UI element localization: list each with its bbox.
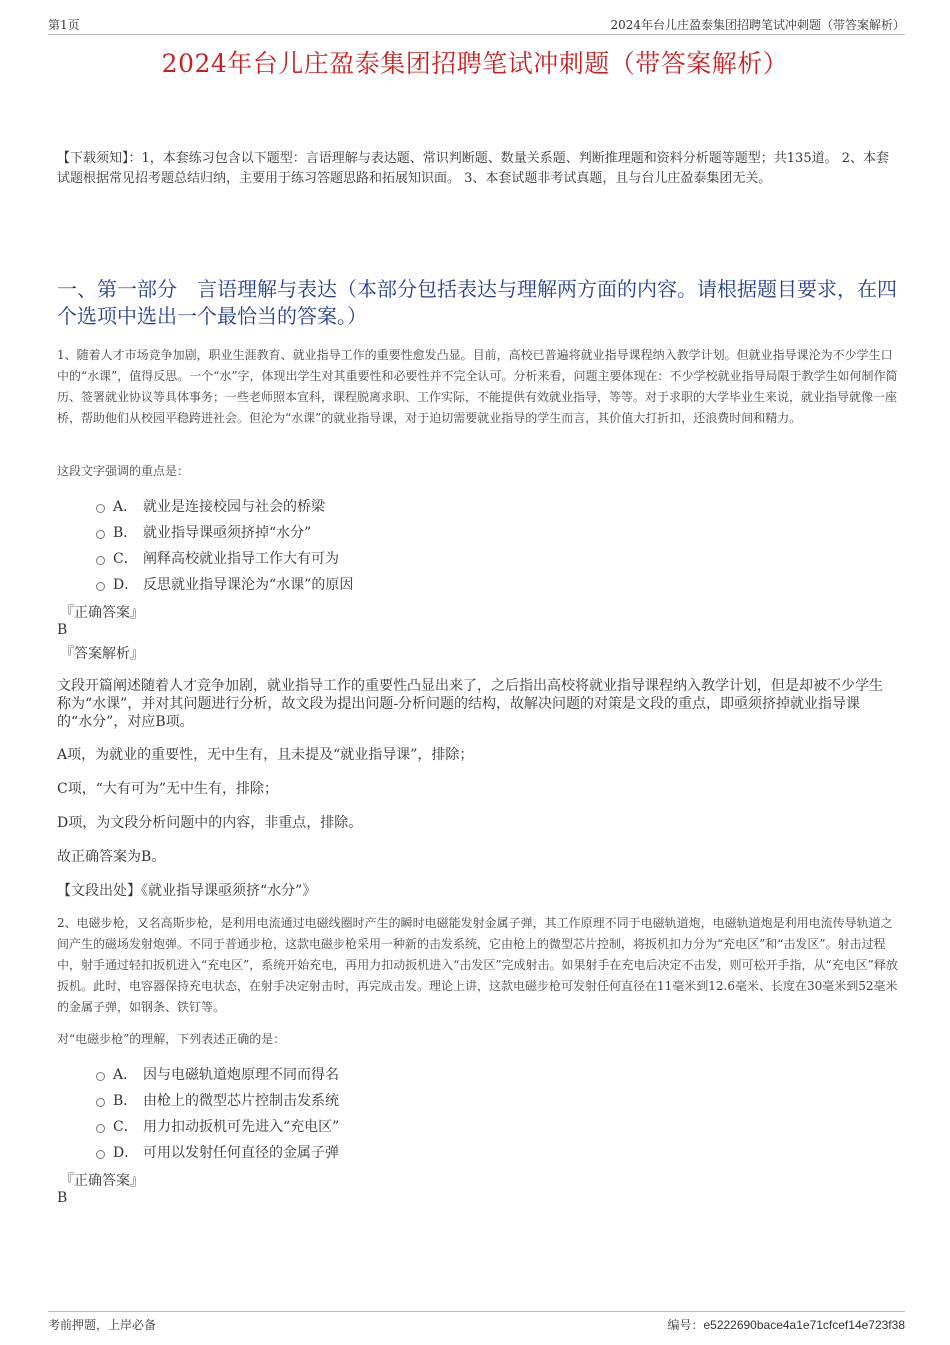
radio-icon[interactable] bbox=[96, 504, 105, 513]
page-header bbox=[48, 14, 905, 35]
radio-icon[interactable] bbox=[96, 1124, 105, 1133]
question-2-prompt: 对“电磁步枪”的理解，下列表述正确的是： bbox=[57, 1032, 286, 1046]
question-1-text: 1、随着人才市场竞争加剧，职业生涯教育、就业指导工作的重要性愈发凸显。目前，高校已普遍将就业指导课程纳入教学计划。但就业指导课沦为不少学生口中的“水课”，值得反思。一个“水”字，体现出学生对其重要性和必要性并不完全认可。分析来看，问题主要体现在：不少学校就业指导局限于教学生如何制作简历、签署就业协议等具体事务；一些老师照本宣科，课程脱离求职、工作实际，不能提供有效就业指导，等等。对于求职的大学毕业生来说，就业指导就像一座桥，帮助他们从校园平稳跨进社会。但沦为“水课”的就业指导课，对于迫切需要就业指导的学生而言，其价值大打折扣，还浪费时间和精力。 bbox=[57, 348, 898, 425]
option-a[interactable]: A． 因与电磁轨道炮原理不同而得名 bbox=[96, 1061, 339, 1087]
option-c[interactable]: C． 用力扣动扳机可先进入“充电区” bbox=[96, 1113, 339, 1139]
option-d[interactable]: D． 反思就业指导课沦为“水课”的原因 bbox=[96, 571, 353, 597]
download-notice: 【下载须知】：1，本套练习包含以下题型：言语理解与表达题、常识判断题、数量关系题、判断推理题和资料分析题等题型；共135道。 2、本套试题根据常见招考题总结归纳，主要用于练习答题思路和拓展知识面。 3、本套试题非考试真题，且与台儿庄盈泰集团无关。 bbox=[57, 151, 889, 186]
analysis-paragraph: 文段开篇阐述随着人才竞争加剧，就业指导工作的重要性凸显出来了，之后指出高校将就业指导课程纳入教学计划，但是却被不少学生称为“水课”，并对其问题进行分析，故文段为提出问题-分析问题的结构，故解决问题的对策是文段的重点，即亟须挤掉就业指导课的“水分”，对应B项。 bbox=[57, 678, 883, 730]
option-text: 就业是连接校园与社会的桥梁 bbox=[143, 499, 325, 515]
option-text: 反思就业指导课沦为“水课”的原因 bbox=[143, 577, 354, 593]
document-code: e5222690bace4a1e71cfcef14e723f38 bbox=[703, 1318, 905, 1332]
page-number: 第1页 bbox=[48, 18, 80, 32]
question-1-prompt: 这段文字强调的重点是： bbox=[57, 464, 190, 478]
analysis-conclusion: 故正确答案为B。 bbox=[57, 849, 166, 865]
correct-answer: B bbox=[57, 622, 68, 638]
document-title: 2024年台儿庄盈泰集团招聘笔试冲刺题（带答案解析） bbox=[161, 49, 789, 78]
analysis-option-a: A项，为就业的重要性，无中生有，且未提及“就业指导课”，排除； bbox=[57, 747, 474, 763]
option-text: 用力扣动扳机可先进入“充电区” bbox=[143, 1119, 340, 1135]
question-1-options bbox=[96, 493, 353, 597]
header-doc-title: 2024年台儿庄盈泰集团招聘笔试冲刺题（带答案解析） bbox=[610, 18, 905, 32]
answer-analysis bbox=[57, 677, 887, 731]
text-source: 【文段出处】《就业指导课亟须挤“水分”》 bbox=[57, 883, 317, 899]
radio-icon[interactable] bbox=[96, 582, 105, 591]
option-text: 因与电磁轨道炮原理不同而得名 bbox=[143, 1067, 339, 1083]
option-d[interactable]: D． 可用以发射任何直径的金属子弹 bbox=[96, 1139, 339, 1165]
correct-answer-label: 『正确答案』 bbox=[60, 1173, 144, 1189]
page-footer bbox=[48, 1311, 905, 1336]
correct-answer-label: 『正确答案』 bbox=[60, 605, 144, 621]
footer-code: 编号：e5222690bace4a1e71cfcef14e723f38 bbox=[667, 1318, 905, 1332]
section-heading: 一、第一部分 言语理解与表达（本部分包括表达与理解两方面的内容。请根据题目要求，在四个选项中选出一个最恰当的答案。） bbox=[57, 277, 897, 328]
question-2-text: 2、电磁步枪，又名高斯步枪，是利用电流通过电磁线圈时产生的瞬时电磁能发射金属子弹，其工作原理不同于电磁轨道炮，电磁轨道炮是利用电流传导轨道之间产生的磁场发射炮弹。不同于普通步枪，这款电磁步枪采用一种新的击发系统，它由枪上的微型芯片控制，将扳机扣力分为“充电区”和“击发区”。射击过程中，射手通过轻扣扳机进入“充电区”，系统开始充电，再用力扣动扳机进入“击发区”完成射击。如果射手在充电后决定不击发，则可松开手指，从“充电区”释放扳机。此时，电容器保持充电状态，在射手决定射击时，再完成击发。理论上讲，这款电磁步枪可发射任何直径在11毫米到12.6毫米、长度在30毫米到52毫米的金属子弹，如钢条、铁钉等。 bbox=[57, 916, 898, 1014]
option-text: 由枪上的微型芯片控制击发系统 bbox=[143, 1093, 339, 1109]
radio-icon[interactable] bbox=[96, 1072, 105, 1081]
radio-icon[interactable] bbox=[96, 556, 105, 565]
option-b[interactable]: B． 就业指导课亟须挤掉“水分” bbox=[96, 519, 353, 545]
question-2-options bbox=[96, 1061, 339, 1165]
footer-slogan: 考前押题，上岸必备 bbox=[48, 1318, 157, 1332]
radio-icon[interactable] bbox=[96, 530, 105, 539]
radio-icon[interactable] bbox=[96, 1098, 105, 1107]
option-a[interactable]: A． 就业是连接校园与社会的桥梁 bbox=[96, 493, 353, 519]
option-b[interactable]: B． 由枪上的微型芯片控制击发系统 bbox=[96, 1087, 339, 1113]
option-text: 就业指导课亟须挤掉“水分” bbox=[143, 525, 312, 541]
correct-answer: B bbox=[57, 1190, 68, 1206]
analysis-label: 『答案解析』 bbox=[60, 646, 144, 662]
radio-icon[interactable] bbox=[96, 1150, 105, 1159]
option-text: 阐释高校就业指导工作大有可为 bbox=[143, 551, 339, 567]
analysis-option-c: C项，“大有可为”无中生有，排除； bbox=[57, 781, 279, 797]
option-c[interactable]: C． 阐释高校就业指导工作大有可为 bbox=[96, 545, 353, 571]
option-text: 可用以发射任何直径的金属子弹 bbox=[143, 1145, 339, 1161]
analysis-option-d: D项，为文段分析问题中的内容，非重点，排除。 bbox=[57, 815, 363, 831]
